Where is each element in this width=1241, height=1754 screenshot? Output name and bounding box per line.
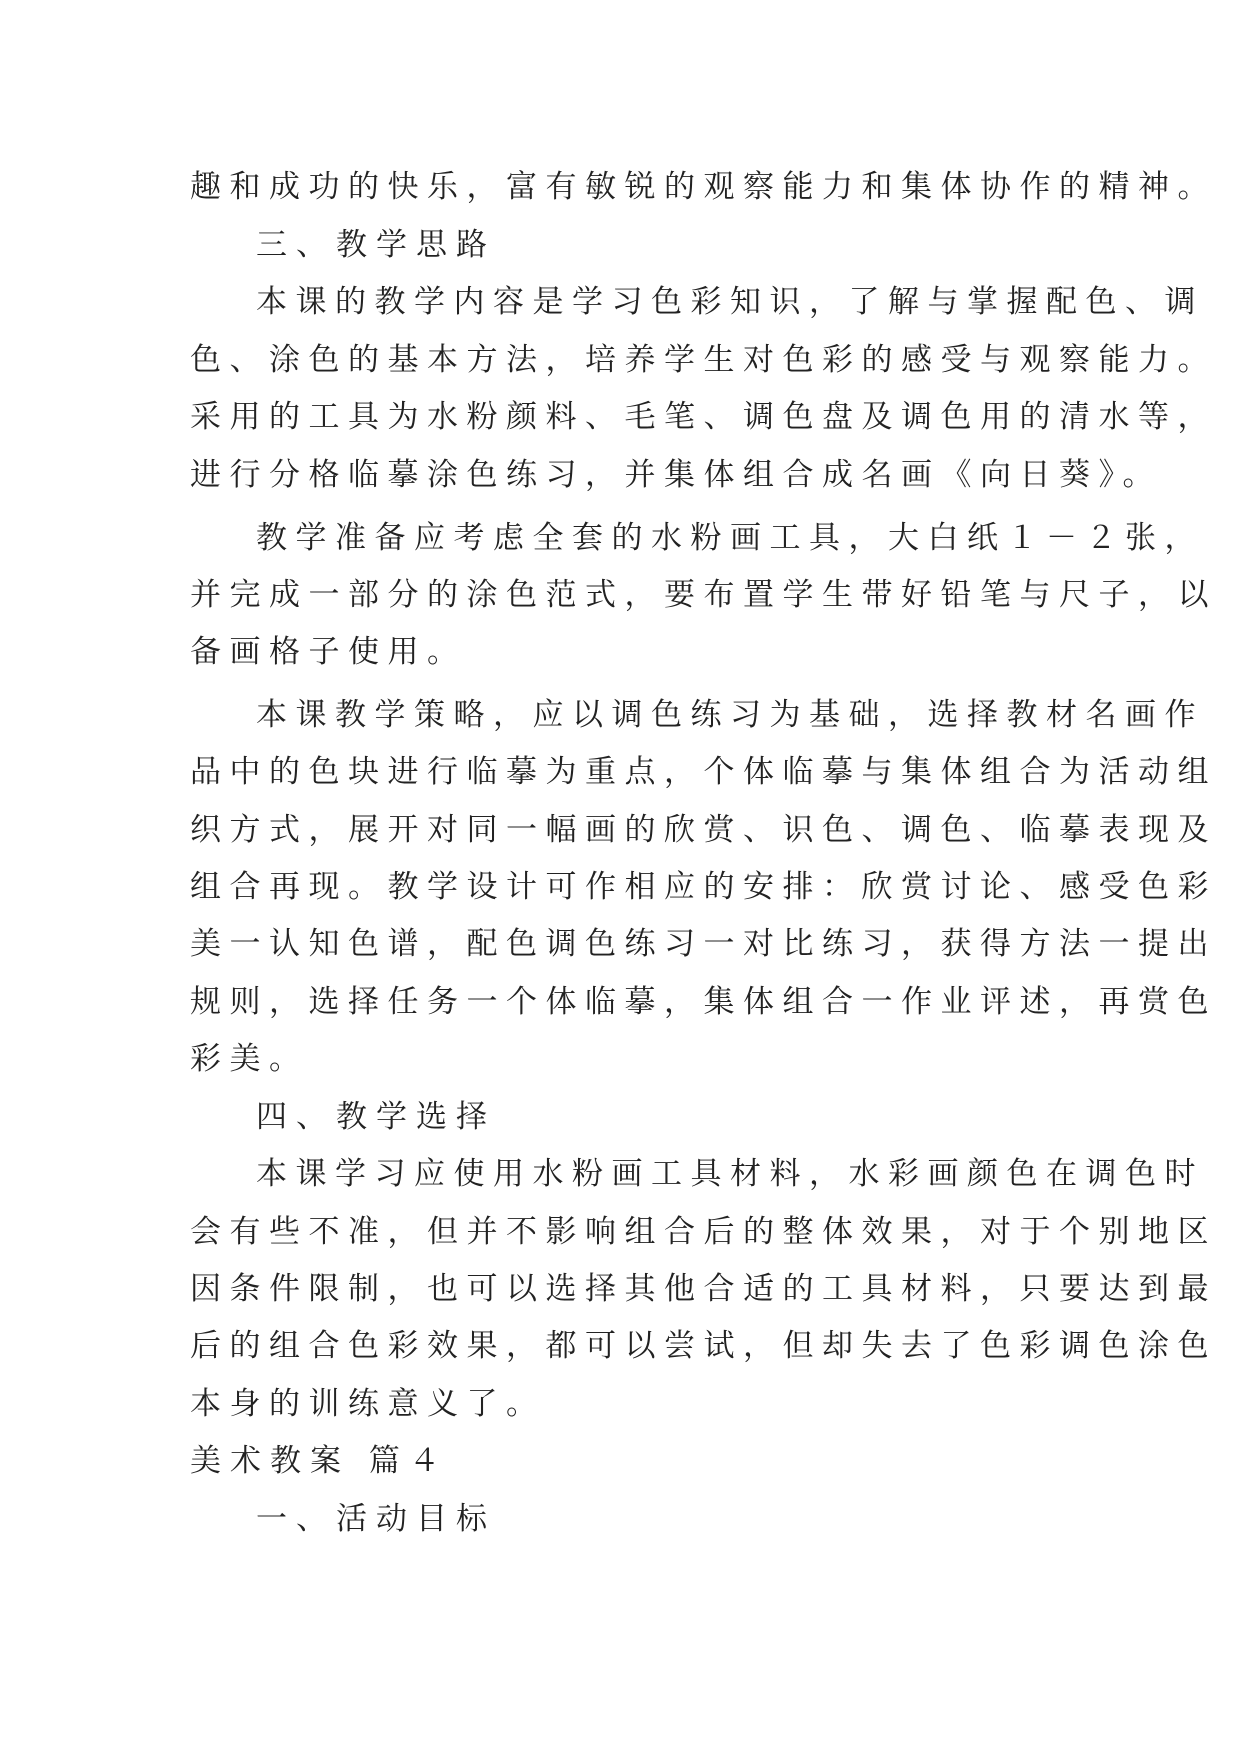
text-line: 本课的教学内容是学习色彩知识，了解与掌握配色、调: [256, 284, 1204, 320]
section-heading: 四、教学选择: [256, 1099, 496, 1135]
text-line: 本身的训练意义了。: [190, 1386, 546, 1422]
text-line: 组合再现。教学设计可作相应的安排：欣赏讨论、感受色彩: [190, 869, 1217, 905]
text-line: 美一认知色谱，配色调色练习一对比练习，获得方法一提出: [190, 926, 1217, 962]
text-line: 并完成一部分的涂色范式，要布置学生带好铅笔与尺子，以: [190, 577, 1217, 613]
text-line: 本课教学策略，应以调色练习为基础，选择教材名画作: [256, 697, 1204, 733]
text-line: 规则，选择任务一个体临摹，集体组合一作业评述，再赏色: [190, 984, 1217, 1020]
section-heading: 一、活动目标: [256, 1501, 496, 1537]
text-line: 色、涂色的基本方法，培养学生对色彩的感受与观察能力。: [190, 342, 1217, 378]
text-line: 后的组合色彩效果，都可以尝试，但却失去了色彩调色涂色: [190, 1328, 1217, 1364]
text-line: 本课学习应使用水粉画工具材料，水彩画颜色在调色时: [256, 1156, 1204, 1192]
text-line: 进行分格临摹涂色练习，并集体组合成名画《向日葵》。: [190, 457, 1162, 493]
text-line: 织方式，展开对同一幅画的欣赏、识色、调色、临摹表现及: [190, 812, 1217, 848]
article-title: 美术教案 篇４: [190, 1443, 449, 1479]
text-line: 备画格子使用。: [190, 634, 467, 670]
text-line: 彩美。: [190, 1041, 309, 1077]
text-line: 教学准备应考虑全套的水粉画工具，大白纸１－２张，: [256, 520, 1204, 556]
text-line: 采用的工具为水粉颜料、毛笔、调色盘及调色用的清水等，: [190, 399, 1217, 435]
text-line: 因条件限制，也可以选择其他合适的工具材料，只要达到最: [190, 1271, 1217, 1307]
text-line: 品中的色块进行临摹为重点，个体临摹与集体组合为活动组: [190, 754, 1217, 790]
section-heading: 三、教学思路: [256, 227, 496, 263]
text-line: 会有些不准，但并不影响组合后的整体效果，对于个别地区: [190, 1214, 1217, 1250]
text-line: 趣和成功的快乐，富有敏锐的观察能力和集体协作的精神。: [190, 169, 1217, 205]
